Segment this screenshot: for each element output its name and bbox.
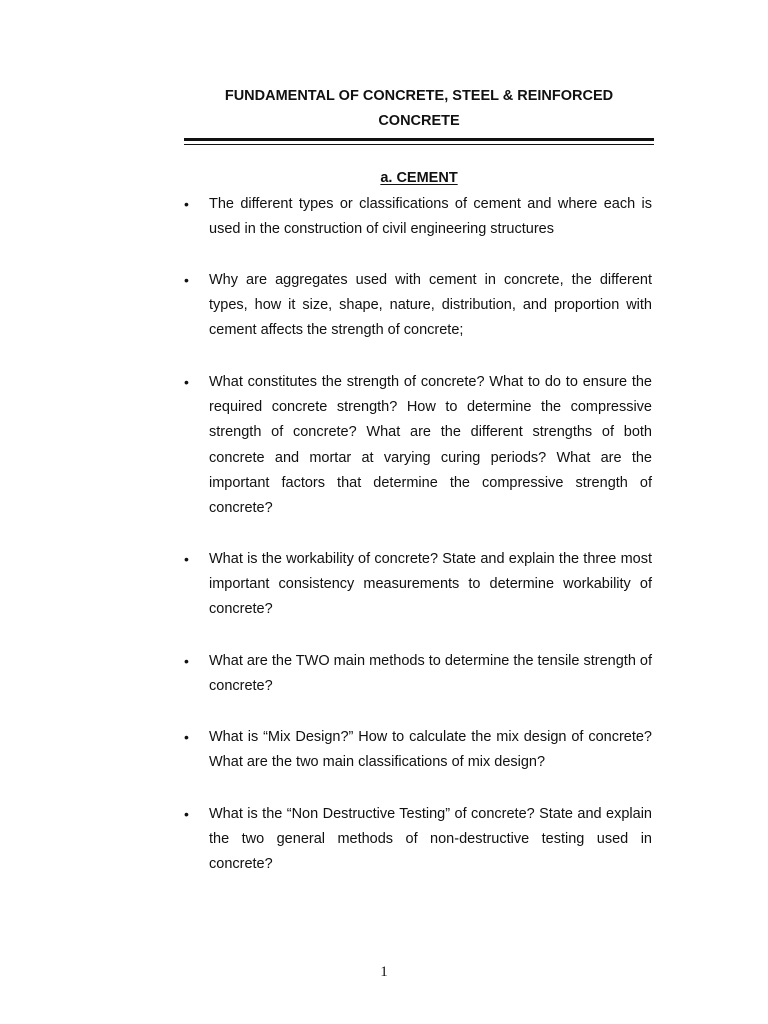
bullet-icon: •	[184, 806, 189, 822]
document-title	[184, 84, 654, 134]
list-item-text: What constitutes the strength of concrete? What to do to ensure the required concrete strength? How to determine the compressive strength of concrete? What are the different strengths of both concrete and mortar at varying curing periods? What are the important factors that determine the compressive strength of concrete?	[209, 374, 652, 517]
list-item-text: The different types or classifications of cement and where each is used in the construction of civil engineering structures	[209, 196, 652, 238]
bullet-icon: •	[184, 551, 189, 567]
title-rule-thick	[184, 138, 654, 141]
list-item-text: What is “Mix Design?” How to calculate the mix design of concrete? What are the two main classifications of mix design?	[209, 729, 652, 771]
list-item-text: Why are aggregates used with cement in concrete, the different types, how it size, shape, nature, distribution, and proportion with cement affects the strength of concrete;	[209, 272, 652, 339]
bullet-icon: •	[184, 196, 189, 212]
title-rule-thin	[184, 144, 654, 145]
list-item-text: What is the workability of concrete? State and explain the three most important consistency measurements to determine workability of concrete?	[209, 551, 652, 618]
section-heading-text: a. CEMENT	[380, 170, 458, 186]
document-title-line-2: CONCRETE	[378, 113, 460, 129]
bullet-icon: •	[184, 374, 189, 390]
document-title-line-1: FUNDAMENTAL OF CONCRETE, STEEL & REINFORCED	[224, 88, 614, 104]
list-item-text: What is the “Non Destructive Testing” of concrete? State and explain the two general methods of non-destructive testing used in concrete?	[209, 806, 652, 873]
section-heading	[184, 167, 654, 189]
bullet-icon: •	[184, 729, 189, 745]
page-number: 1	[380, 964, 388, 980]
list-item-text: What are the TWO main methods to determine the tensile strength of concrete?	[209, 653, 653, 695]
bullet-icon: •	[184, 653, 189, 669]
bullet-icon: •	[184, 272, 189, 288]
